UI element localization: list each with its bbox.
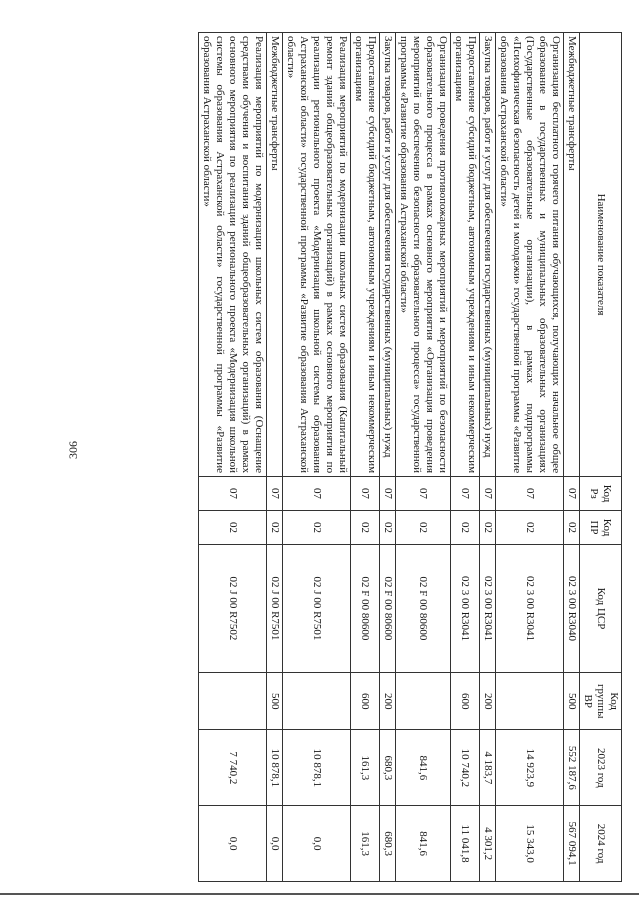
cell-pr: 02 (496, 511, 564, 545)
cell-2023: 7 740,2 (199, 730, 267, 806)
cell-2024: 841,6 (396, 806, 451, 882)
scan-bottom-rule (0, 893, 639, 895)
rotated-page-content (198, 32, 622, 882)
cell-vr: 500 (267, 672, 283, 729)
cell-csr: 02 3 00 R3041 (496, 544, 564, 672)
table-header-row (580, 33, 622, 882)
cell-vr (496, 672, 564, 729)
cell-csr: 02 3 00 R3041 (451, 544, 480, 672)
cell-2023: 161,3 (351, 730, 380, 806)
cell-rz: 07 (380, 477, 396, 511)
cell-csr: 02 F 00 80600 (380, 544, 396, 672)
cell-pr: 02 (480, 511, 496, 545)
cell-vr: 500 (564, 672, 580, 729)
budget-table (198, 32, 622, 882)
cell-pr: 02 (451, 511, 480, 545)
cell-csr: 02 3 00 R3041 (480, 544, 496, 672)
cell-pr: 02 (199, 511, 267, 545)
header-2023: 2023 год (580, 730, 622, 806)
cell-2024: 0,0 (267, 806, 283, 882)
cell-csr: 02 3 00 R3040 (564, 544, 580, 672)
header-rz: Код Рз (580, 477, 622, 511)
cell-pr: 02 (267, 511, 283, 545)
cell-2023: 841,6 (396, 730, 451, 806)
table-row (496, 33, 564, 882)
cell-2024: 567 094,1 (564, 806, 580, 882)
cell-csr: 02 J 00 R7501 (283, 544, 351, 672)
cell-pr: 02 (396, 511, 451, 545)
cell-rz: 07 (480, 477, 496, 511)
cell-name: Реализация мероприятий по модернизации школьных систем образования (Капитальный ремонт зданий общеобразовательных организаций) в рамках основного мероприятия по реализации регионального проекта «Модернизация школьной системы образования Астраханской области» государственной программы «Развитие образования Астраханской области» (283, 33, 351, 477)
cell-name: Межбюджетные трансферты (267, 33, 283, 477)
cell-rz: 07 (564, 477, 580, 511)
cell-rz: 07 (199, 477, 267, 511)
table-row (451, 33, 480, 882)
cell-vr: 200 (480, 672, 496, 729)
cell-pr: 02 (380, 511, 396, 545)
cell-name: Межбюджетные трансферты (564, 33, 580, 477)
header-pr: Код ПР (580, 511, 622, 545)
cell-rz: 07 (351, 477, 380, 511)
table-row (480, 33, 496, 882)
cell-csr: 02 F 00 80600 (351, 544, 380, 672)
header-2024: 2024 год (580, 806, 622, 882)
cell-2024: 161,3 (351, 806, 380, 882)
cell-rz: 07 (283, 477, 351, 511)
cell-name: Организация проведения противопожарных мероприятий и мероприятий по безопасности образовательного процесса в рамках основного мероприятия «Организация проведения мероприятий по обеспечению безопасности образовательного процесса» государственной программы «Развитие образования Астраханской области» (396, 33, 451, 477)
cell-2023: 680,3 (380, 730, 396, 806)
cell-vr (396, 672, 451, 729)
table-row (267, 33, 283, 882)
cell-2023: 10 740,2 (451, 730, 480, 806)
cell-2024: 11 041,8 (451, 806, 480, 882)
cell-2023: 4 183,7 (480, 730, 496, 806)
cell-2023: 10 878,1 (283, 730, 351, 806)
table-row (351, 33, 380, 882)
table-row (283, 33, 351, 882)
cell-2024: 4 301,2 (480, 806, 496, 882)
cell-2023: 14 923,9 (496, 730, 564, 806)
cell-rz: 07 (267, 477, 283, 511)
cell-2024: 0,0 (283, 806, 351, 882)
table-row (199, 33, 267, 882)
cell-name: Закупка товаров, работ и услуг для обеспечения государственных (муниципальных) нужд (480, 33, 496, 477)
cell-vr (283, 672, 351, 729)
cell-name: Организация бесплатного горячего питания обучающихся, получающих начальное общее образование в государственных и муниципальных образовательных организациях (Государственные образовательные организации), в рамках подпрограммы «Психофизическая безопасность детей и молодежи» государственной программы «Развитие образования Астраханской области» (496, 33, 564, 477)
table-row (396, 33, 451, 882)
cell-2024: 15 343,0 (496, 806, 564, 882)
header-vr: Код группы ВР (580, 672, 622, 729)
cell-rz: 07 (451, 477, 480, 511)
cell-2023: 552 187,6 (564, 730, 580, 806)
cell-rz: 07 (496, 477, 564, 511)
cell-pr: 02 (564, 511, 580, 545)
cell-name: Предоставление субсидий бюджетным, автономным учреждениям и иным некоммерческим организациям (451, 33, 480, 477)
cell-2024: 680,3 (380, 806, 396, 882)
cell-vr: 600 (351, 672, 380, 729)
cell-vr: 600 (451, 672, 480, 729)
page-number: 306 (66, 441, 80, 459)
table-row (380, 33, 396, 882)
header-csr: Код ЦСР (580, 544, 622, 672)
table-row (564, 33, 580, 882)
cell-pr: 02 (351, 511, 380, 545)
cell-rz: 07 (396, 477, 451, 511)
cell-name: Закупка товаров, работ и услуг для обеспечения государственных (муниципальных) нужд (380, 33, 396, 477)
cell-csr: 02 F 00 80600 (396, 544, 451, 672)
cell-csr: 02 J 00 R7502 (199, 544, 267, 672)
cell-2024: 0,0 (199, 806, 267, 882)
cell-2023: 10 878,1 (267, 730, 283, 806)
cell-pr: 02 (283, 511, 351, 545)
cell-name: Предоставление субсидий бюджетным, автономным учреждениям и иным некоммерческим организациям (351, 33, 380, 477)
cell-name: Реализация мероприятий по модернизации школьных систем образования (Оснащение средствами обучения и воспитания зданий общеобразовательных организаций) в рамках основного мероприятия по реализации регионального проекта «Модернизация школьной системы образования Астраханской области» государственной программы «Развитие образования Астраханской области» (199, 33, 267, 477)
header-name: Наименование показателя (580, 33, 622, 477)
cell-csr: 02 J 00 R7501 (267, 544, 283, 672)
cell-vr (199, 672, 267, 729)
cell-vr: 200 (380, 672, 396, 729)
